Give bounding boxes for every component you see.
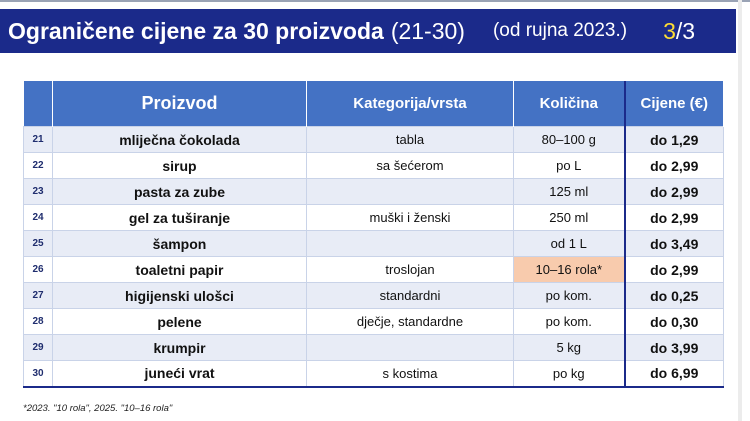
top-divider	[0, 0, 750, 2]
products-table	[23, 81, 724, 388]
row-number: 26	[24, 257, 53, 283]
row-number: 30	[24, 361, 53, 387]
product-quantity: po L	[514, 153, 625, 179]
product-name: gel za tuširanje	[53, 205, 307, 231]
footnote: *2023. "10 rola", 2025. "10–16 rola"	[23, 403, 173, 414]
product-category	[307, 335, 514, 361]
row-number: 22	[24, 153, 53, 179]
page-indicator	[663, 18, 695, 45]
product-quantity: 80–100 g	[514, 127, 625, 153]
header-price: Cijene (€)	[625, 81, 724, 127]
product-category: troslojan	[307, 257, 514, 283]
table-row	[24, 179, 724, 205]
header-category: Kategorija/vrsta	[307, 81, 514, 127]
product-price: do 3,49	[625, 231, 724, 257]
product-price: do 6,99	[625, 361, 724, 387]
slide-edge	[738, 0, 742, 421]
product-price: do 0,25	[625, 283, 724, 309]
product-name: krumpir	[53, 335, 307, 361]
product-price: do 2,99	[625, 205, 724, 231]
product-name: šampon	[53, 231, 307, 257]
product-price: do 0,30	[625, 309, 724, 335]
product-name: pasta za zube	[53, 179, 307, 205]
row-number: 25	[24, 231, 53, 257]
product-quantity: 250 ml	[514, 205, 625, 231]
product-category: s kostima	[307, 361, 514, 387]
product-category	[307, 231, 514, 257]
table-row	[24, 205, 724, 231]
product-quantity: od 1 L	[514, 231, 625, 257]
page-total: /3	[675, 17, 696, 44]
table-row	[24, 335, 724, 361]
product-price: do 2,99	[625, 153, 724, 179]
page-title: Ograničene cijene za 30 proizvoda	[8, 17, 384, 44]
table-row	[24, 127, 724, 153]
title-date: (od rujna 2023.)	[492, 20, 628, 41]
row-number: 24	[24, 205, 53, 231]
product-quantity: po kom.	[514, 283, 625, 309]
product-category: muški i ženski	[307, 205, 514, 231]
table-row	[24, 361, 724, 387]
row-number: 28	[24, 309, 53, 335]
row-number: 23	[24, 179, 53, 205]
row-number: 27	[24, 283, 53, 309]
table-row	[24, 153, 724, 179]
product-quantity: 125 ml	[514, 179, 625, 205]
table-row	[24, 231, 724, 257]
product-name: higijenski ulošci	[53, 283, 307, 309]
title-range: (21-30)	[390, 17, 465, 44]
table-header-row	[24, 81, 724, 127]
header-number	[24, 81, 53, 127]
product-category: dječje, standardne	[307, 309, 514, 335]
product-name: sirup	[53, 153, 307, 179]
title-bar	[0, 9, 736, 53]
product-name: mliječna čokolada	[53, 127, 307, 153]
product-category: sa šećerom	[307, 153, 514, 179]
product-category: standardni	[307, 283, 514, 309]
product-category: tabla	[307, 127, 514, 153]
product-quantity-highlighted: 10–16 rola*	[514, 257, 625, 283]
page-current: 3	[663, 17, 676, 44]
table-row	[24, 283, 724, 309]
product-price: do 1,29	[625, 127, 724, 153]
table-row	[24, 309, 724, 335]
product-category	[307, 179, 514, 205]
product-quantity: po kom.	[514, 309, 625, 335]
header-product: Proizvod	[53, 81, 307, 127]
product-name: toaletni papir	[53, 257, 307, 283]
row-number: 21	[24, 127, 53, 153]
product-price: do 2,99	[625, 179, 724, 205]
header-quantity: Količina	[514, 81, 625, 127]
product-name: pelene	[53, 309, 307, 335]
product-name: juneći vrat	[53, 361, 307, 387]
row-number: 29	[24, 335, 53, 361]
product-quantity: 5 kg	[514, 335, 625, 361]
product-quantity: po kg	[514, 361, 625, 387]
product-price: do 3,99	[625, 335, 724, 361]
table-row	[24, 257, 724, 283]
product-price: do 2,99	[625, 257, 724, 283]
